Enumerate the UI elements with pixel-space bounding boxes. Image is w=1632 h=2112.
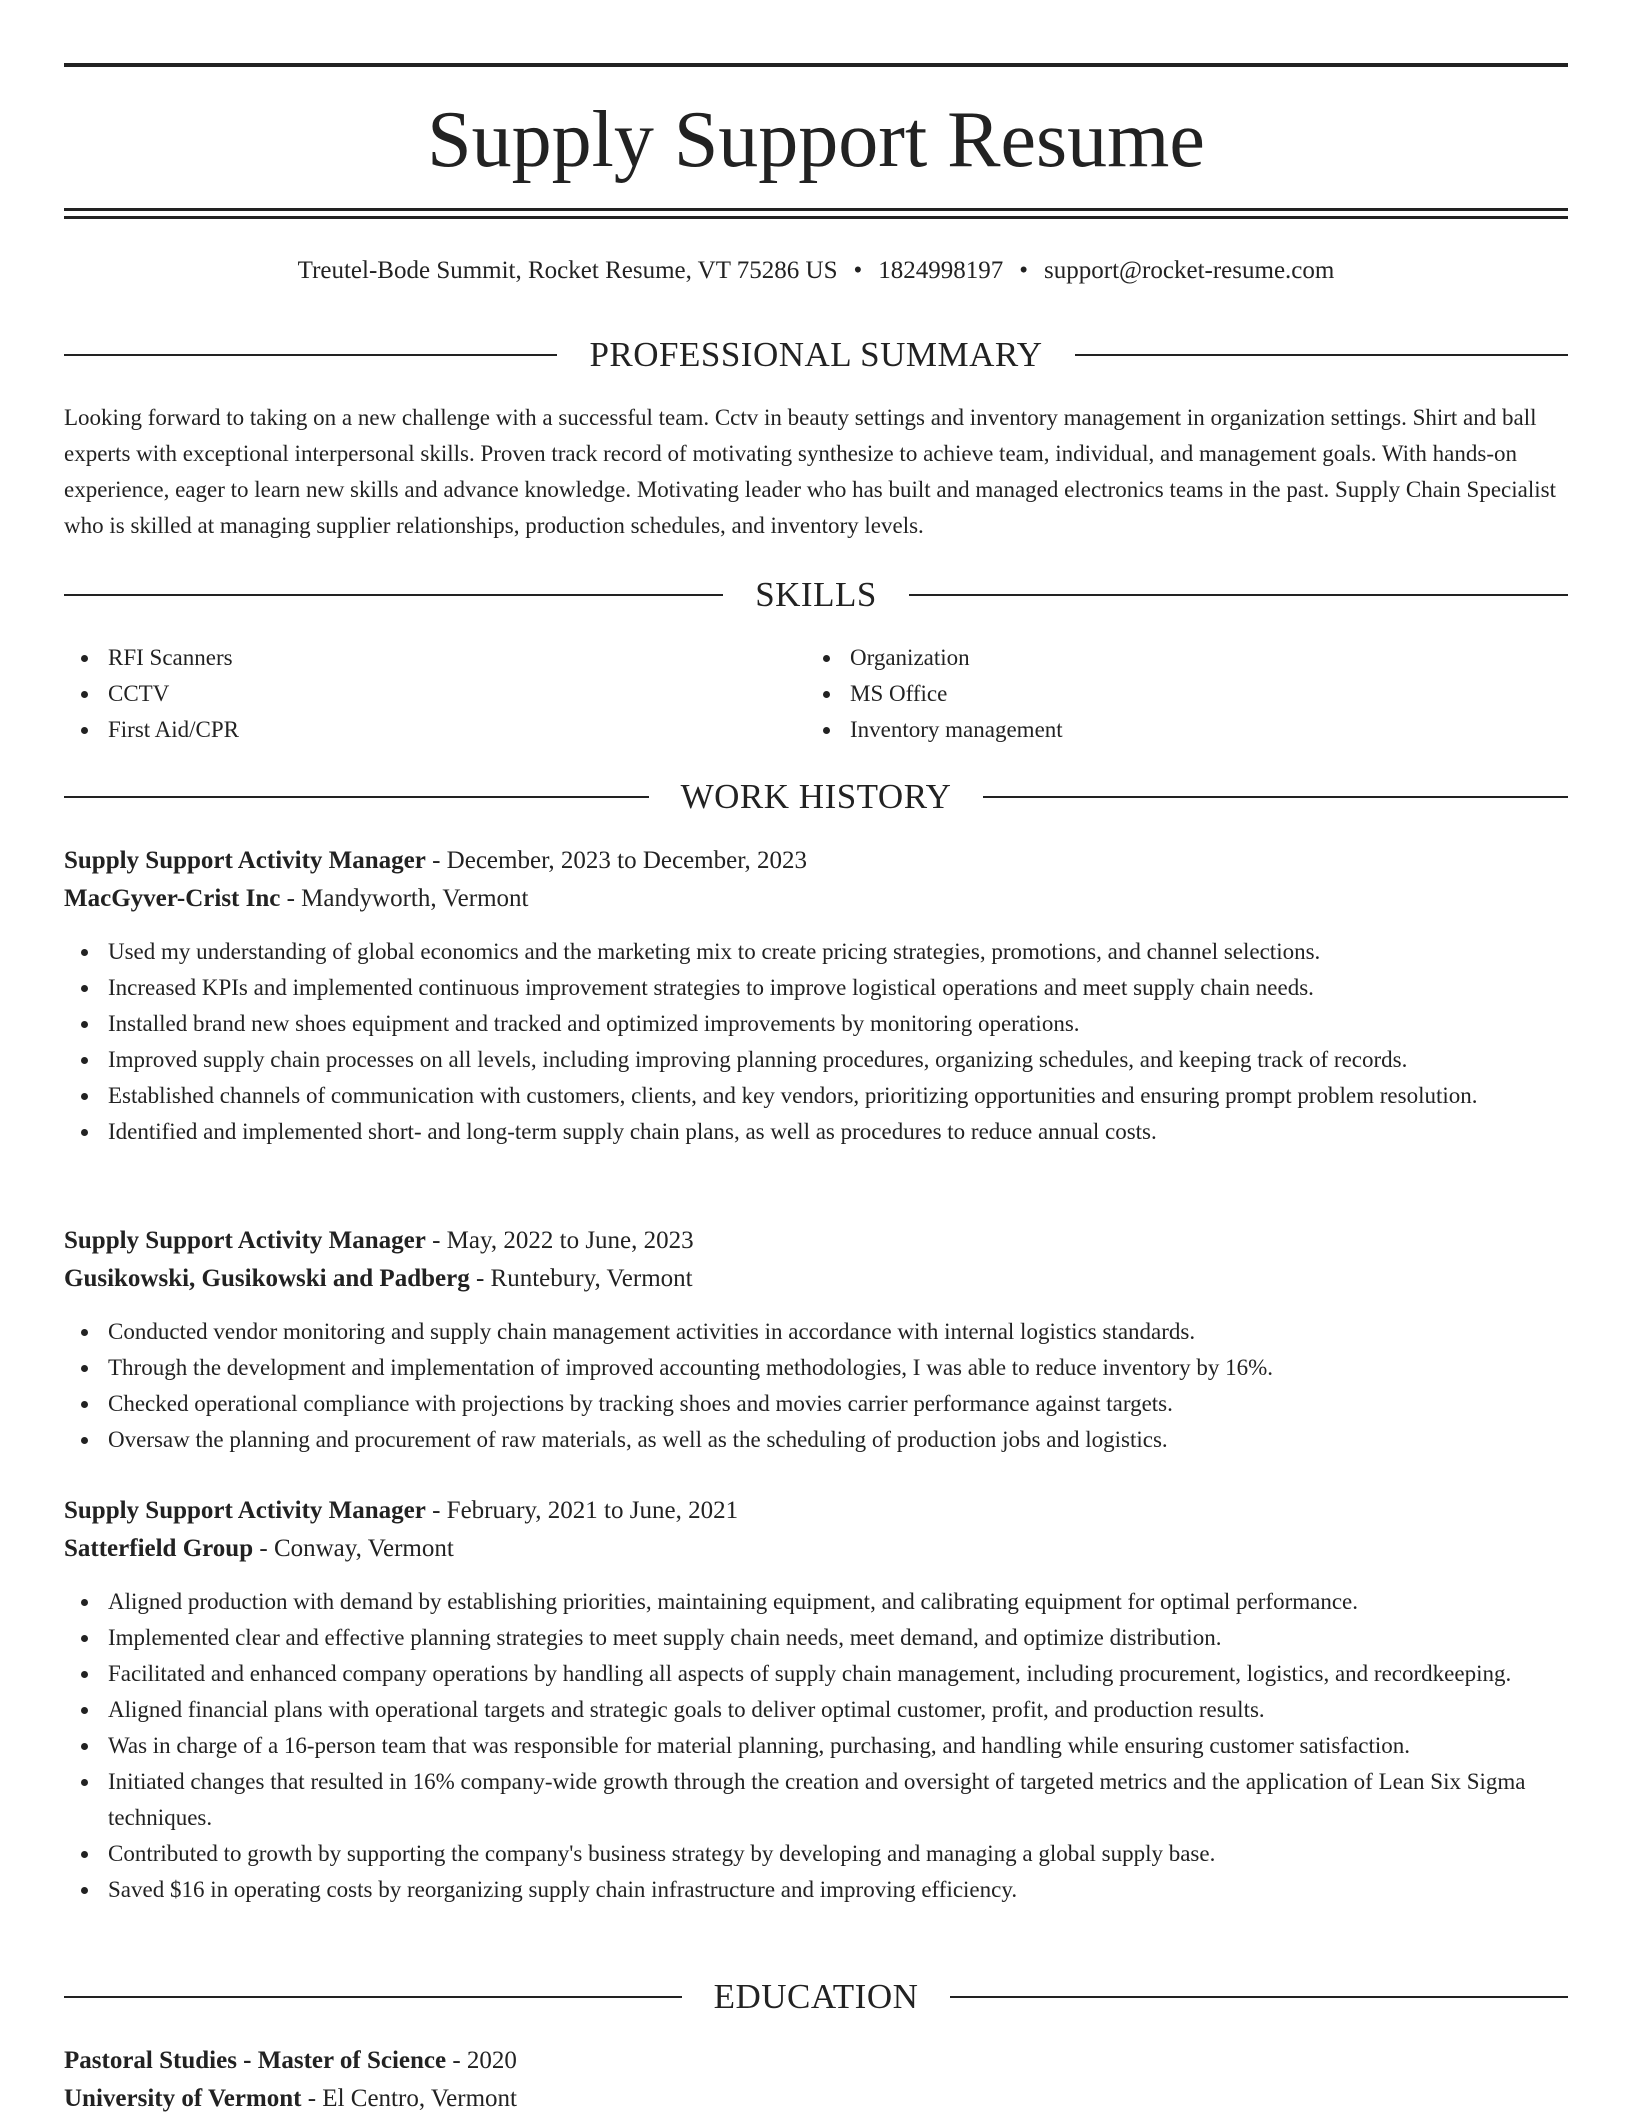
education-degree: Pastoral Studies - Master of Science bbox=[64, 2047, 447, 2074]
divider bbox=[909, 594, 1568, 596]
job-entry bbox=[64, 1492, 1568, 1908]
job-dates: - December, 2023 to December, 2023 bbox=[425, 847, 808, 874]
divider bbox=[983, 796, 1568, 798]
job-bullet: Contributed to growth by supporting the company's business strategy by developing and managing a global supply base. bbox=[64, 1836, 1568, 1872]
job-bullet: Aligned production with demand by establishing priorities, maintaining equipment, and calibrating equipment for optimal performance. bbox=[64, 1584, 1568, 1620]
divider bbox=[64, 354, 557, 356]
job-bullet: Increased KPIs and implemented continuous improvement strategies to improve logistical operations and meet supply chain needs. bbox=[64, 970, 1568, 1006]
skill-item: First Aid/CPR bbox=[64, 712, 806, 748]
job-bullets bbox=[64, 1314, 1568, 1458]
job-company-line bbox=[64, 880, 1568, 918]
job-bullet: Initiated changes that resulted in 16% company-wide growth through the creation and oversight of targeted metrics and the application of Lean Six Sigma techniques. bbox=[64, 1764, 1568, 1836]
skills-column-left bbox=[64, 640, 806, 748]
job-bullet: Identified and implemented short- and long-term supply chain plans, as well as procedures to reduce annual costs. bbox=[64, 1114, 1568, 1150]
contact-separator: • bbox=[853, 257, 863, 284]
skill-item: Organization bbox=[806, 640, 1548, 676]
job-bullet: Oversaw the planning and procurement of raw materials, as well as the scheduling of production jobs and logistics. bbox=[64, 1422, 1568, 1458]
job-bullet: Conducted vendor monitoring and supply chain management activities in accordance with internal logistics standards. bbox=[64, 1314, 1568, 1350]
education-entry bbox=[64, 2042, 1568, 2112]
divider bbox=[64, 594, 723, 596]
contact-address: Treutel-Bode Summit, Rocket Resume, VT 75286 US bbox=[297, 257, 838, 284]
job-company: Satterfield Group bbox=[64, 1535, 254, 1562]
summary-text: Looking forward to taking on a new challenge with a successful team. Cctv in beauty settings and inventory management in organization settings. Shirt and ball experts with exceptional interpersonal skills. Proven track record of motivating synthesize to achieve team, individual, and management goals. With hands-on experience, eager to learn new skills and advance knowledge. Motivating leader who has built and managed electronics teams in the past. Supply Chain Specialist who is skilled at managing supplier relationships, production schedules, and inventory levels. bbox=[64, 405, 1556, 538]
divider bbox=[1075, 354, 1568, 356]
job-title: Supply Support Activity Manager bbox=[64, 847, 426, 874]
section-title: SKILLS bbox=[755, 575, 877, 614]
skills-list bbox=[64, 640, 1568, 748]
job-location: - Conway, Vermont bbox=[253, 1535, 454, 1562]
contact-phone: 1824998197 bbox=[878, 257, 1004, 284]
section-heading-skills bbox=[64, 573, 1568, 617]
section-heading-summary bbox=[64, 333, 1568, 377]
contact-line bbox=[64, 254, 1568, 288]
skills-column-right bbox=[806, 640, 1548, 748]
section-title: PROFESSIONAL SUMMARY bbox=[589, 335, 1043, 374]
job-bullet: Facilitated and enhanced company operations by handling all aspects of supply chain management, including procurement, logistics, and recordkeeping. bbox=[64, 1656, 1568, 1692]
job-bullet: Installed brand new shoes equipment and tracked and optimized improvements by monitoring operations. bbox=[64, 1006, 1568, 1042]
job-company: Gusikowski, Gusikowski and Padberg bbox=[64, 1265, 470, 1292]
divider bbox=[950, 1996, 1568, 1998]
top-rule bbox=[64, 63, 1568, 67]
section-title: WORK HISTORY bbox=[680, 777, 952, 816]
education-location: - El Centro, Vermont bbox=[301, 2085, 517, 2112]
job-title-line bbox=[64, 1222, 1568, 1260]
job-title: Supply Support Activity Manager bbox=[64, 1497, 426, 1524]
job-bullet: Implemented clear and effective planning strategies to meet supply chain needs, meet demand, and optimize distribution. bbox=[64, 1620, 1568, 1656]
job-bullet: Was in charge of a 16-person team that was responsible for material planning, purchasing, and handling while ensuring customer satisfaction. bbox=[64, 1728, 1568, 1764]
contact-separator: • bbox=[1019, 257, 1029, 284]
job-bullet: Checked operational compliance with projections by tracking shoes and movies carrier performance against targets. bbox=[64, 1386, 1568, 1422]
job-location: - Runtebury, Vermont bbox=[469, 1265, 693, 1292]
skill-item: RFI Scanners bbox=[64, 640, 806, 676]
job-dates: - May, 2022 to June, 2023 bbox=[425, 1227, 694, 1254]
job-bullet: Established channels of communication with customers, clients, and key vendors, prioritizing opportunities and ensuring prompt problem resolution. bbox=[64, 1078, 1568, 1114]
job-entry bbox=[64, 1222, 1568, 1458]
job-bullet: Through the development and implementation of improved accounting methodologies, I was able to reduce inventory by 16%. bbox=[64, 1350, 1568, 1386]
title-rule-upper bbox=[64, 208, 1568, 211]
education-degree-line bbox=[64, 2042, 1568, 2080]
section-heading-education bbox=[64, 1975, 1568, 2019]
job-entry bbox=[64, 842, 1568, 1150]
job-company-line bbox=[64, 1260, 1568, 1298]
job-company-line bbox=[64, 1530, 1568, 1568]
skill-item: MS Office bbox=[806, 676, 1548, 712]
job-company: MacGyver-Crist Inc bbox=[64, 885, 281, 912]
job-bullet: Saved $16 in operating costs by reorganizing supply chain infrastructure and improving efficiency. bbox=[64, 1872, 1568, 1908]
resume-title: Supply Support Resume bbox=[427, 96, 1205, 184]
job-bullets bbox=[64, 1584, 1568, 1908]
job-title-line bbox=[64, 842, 1568, 880]
job-dates: - February, 2021 to June, 2021 bbox=[425, 1497, 739, 1524]
divider bbox=[64, 796, 649, 798]
education-year: - 2020 bbox=[446, 2047, 517, 2074]
job-bullet: Aligned financial plans with operational targets and strategic goals to deliver optimal customer, profit, and production results. bbox=[64, 1692, 1568, 1728]
education-school-line bbox=[64, 2080, 1568, 2112]
job-bullets bbox=[64, 934, 1568, 1150]
section-heading-work bbox=[64, 775, 1568, 819]
title-rule-lower bbox=[64, 216, 1568, 219]
skill-item: Inventory management bbox=[806, 712, 1548, 748]
job-location: - Mandyworth, Vermont bbox=[280, 885, 529, 912]
job-title: Supply Support Activity Manager bbox=[64, 1227, 426, 1254]
education-school: University of Vermont bbox=[64, 2085, 302, 2112]
skill-item: CCTV bbox=[64, 676, 806, 712]
job-bullet: Used my understanding of global economics and the marketing mix to create pricing strategies, promotions, and channel selections. bbox=[64, 934, 1568, 970]
section-title: EDUCATION bbox=[713, 1977, 919, 2016]
job-bullet: Improved supply chain processes on all levels, including improving planning procedures, organizing schedules, and keeping track of records. bbox=[64, 1042, 1568, 1078]
contact-email: support@rocket-resume.com bbox=[1044, 257, 1335, 284]
job-title-line bbox=[64, 1492, 1568, 1530]
divider bbox=[64, 1996, 682, 1998]
